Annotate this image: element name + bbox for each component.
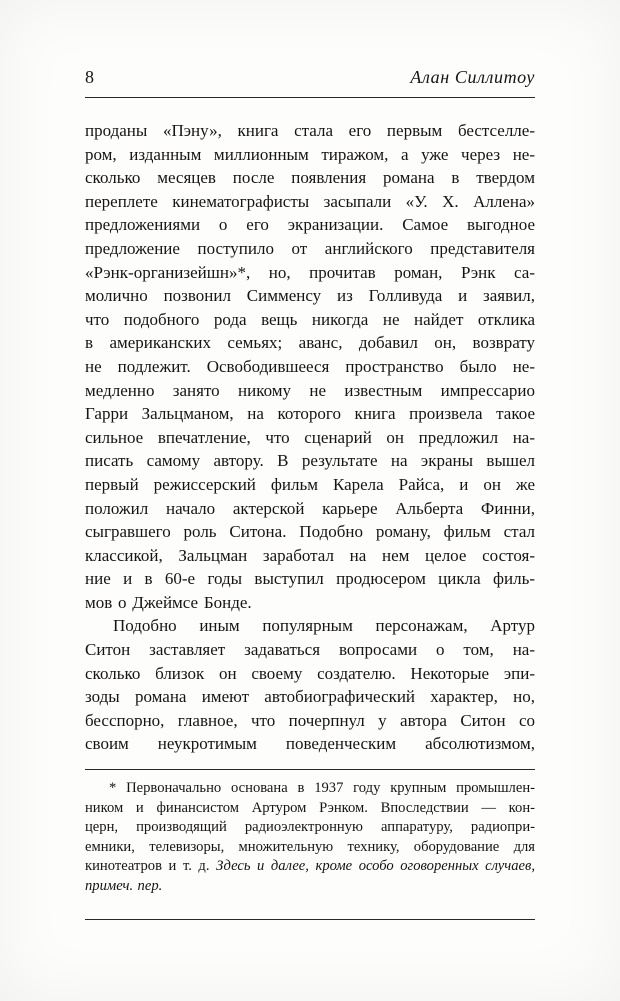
text-line: первый режиссерский фильм Карела Райса, и он же [85, 474, 535, 494]
footnote-line [85, 818, 535, 838]
footnote-segment: ником и финансистом Артуром Рэнком. Впоследствии — кон- [85, 799, 535, 816]
text-line: сколько месяцев после появления романа в твердом [85, 168, 535, 188]
footnote-italic-segment: примеч. пер. [85, 878, 163, 894]
text-line: Ситон заставляет задаваться вопросами о том, на- [85, 640, 535, 660]
text-line: бесспорно, главное, что почерпнул у автора Ситон со [85, 710, 535, 730]
text-line: сильное впечатление, что сценарий он предложил на- [85, 427, 535, 447]
footnote-segment: * Первоначально основана в 1937 году крупным промышлен- [109, 780, 535, 797]
footnote-segment: емники, телевизоры, множительную технику, оборудование для [85, 838, 535, 855]
footnote-line [85, 838, 535, 858]
text-line: ние и в 60-е годы выступил продюсером цикла филь- [85, 569, 535, 589]
bottom-rule [85, 919, 535, 920]
text-line: сколько близок он своему создателю. Некоторые эпи- [85, 663, 535, 683]
text-line: ром, изданным миллионным тиражом, а уже через не- [85, 144, 535, 164]
text-line: не подлежит. Освободившееся пространство было не- [85, 356, 535, 376]
page-header [85, 66, 535, 88]
header-rule [85, 97, 535, 98]
footnote-segment: церн, производящий радиоэлектронную аппаратуру, радиопри- [85, 819, 535, 836]
footnote-segment: кинотеатров и т. д. [85, 858, 217, 875]
text-line: положил начало актерской карьере Альберта Финни, [85, 498, 535, 518]
text-line: мов о Джеймсе Бонде. [85, 592, 252, 612]
text-line: «Рэнк-организейшн»*, но, прочитав роман, Рэнк са- [85, 262, 535, 282]
text-line: медленно занято никому не известным импрессарио [85, 380, 535, 400]
text-line: проданы «Пэну», книга стала его первым бестселле- [85, 121, 535, 140]
text-line: зоды романа имеют автобиографический характер, но, [85, 687, 535, 707]
body-text [85, 119, 535, 756]
footnote-line [85, 877, 535, 897]
footnote-line [85, 857, 535, 877]
text-line: что подобного рода вещь никогда не найдет отклика [85, 309, 535, 329]
text-line: Подобно иным популярным персонажам, Артур [113, 616, 535, 636]
text-line: переплете кинематографисты засыпали «У. Х. Аллена» [85, 191, 535, 211]
text-line: предложениями о его экранизации. Самое выгодное [85, 215, 535, 235]
footnote-italic-segment: Здесь и далее, кроме особо оговоренных случаев, [216, 858, 536, 875]
text-line: писать самому автору. В результате на экраны вышел [85, 451, 535, 471]
text-line: молично позвонил Симменсу из Голливуда и заявил, [85, 286, 535, 306]
text-line: сыгравшего роль Ситона. Подобно роману, фильм стал [85, 522, 535, 542]
text-line: в американских семьях; аванс, добавил он, возврату [85, 333, 535, 353]
text-line: предложение поступило от английского представителя [85, 238, 535, 258]
footnote-text [85, 779, 535, 897]
page-number: 8 [85, 67, 95, 87]
text-line: Гарри Зальцманом, на которого книга произвела такое [85, 404, 535, 424]
running-head-author: Алан Силлитоу [410, 67, 535, 87]
footnote-line [85, 799, 535, 819]
footnote-line [85, 779, 535, 799]
footnote-rule [85, 769, 535, 770]
text-line: классикой, Зальцман заработал на нем целое состоя- [85, 545, 535, 565]
text-line: своим неукротимым поведенческим абсолютизмом, [85, 734, 535, 754]
